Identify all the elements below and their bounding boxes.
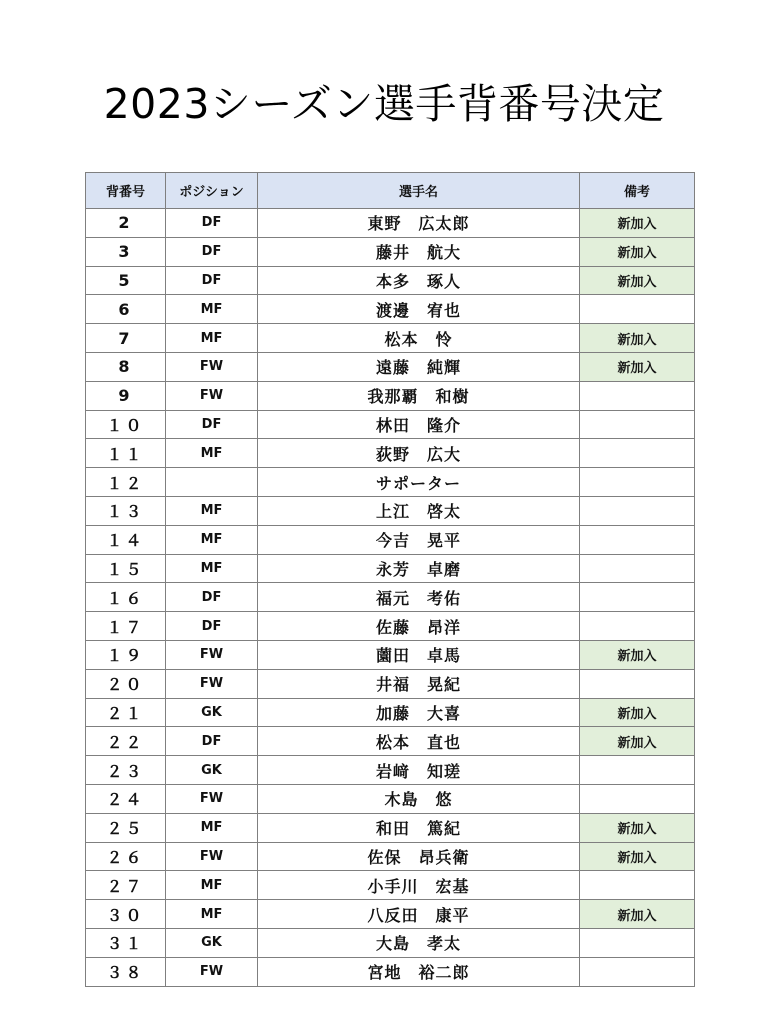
cell-number: １５ bbox=[86, 554, 166, 583]
table-row bbox=[86, 928, 695, 957]
cell-player-name: 大島 孝太 bbox=[258, 928, 580, 957]
cell-player-name: 加藤 大喜 bbox=[258, 698, 580, 727]
cell-remarks bbox=[580, 669, 695, 698]
cell-player-name: 藤井 航大 bbox=[258, 237, 580, 266]
cell-number: ２３ bbox=[86, 756, 166, 785]
cell-player-name: 小手川 宏基 bbox=[258, 871, 580, 900]
cell-player-name: 井福 晃紀 bbox=[258, 669, 580, 698]
cell-number: 8 bbox=[86, 352, 166, 381]
table-row bbox=[86, 266, 695, 295]
cell-number: ２６ bbox=[86, 842, 166, 871]
cell-position: FW bbox=[166, 842, 258, 871]
cell-player-name: 林田 隆介 bbox=[258, 410, 580, 439]
cell-player-name: 永芳 卓磨 bbox=[258, 554, 580, 583]
table-row bbox=[86, 612, 695, 641]
header-player-name: 選手名 bbox=[258, 173, 580, 209]
cell-remarks bbox=[580, 496, 695, 525]
cell-player-name: 渡邊 宥也 bbox=[258, 295, 580, 324]
table-row bbox=[86, 439, 695, 468]
cell-player-name: 我那覇 和樹 bbox=[258, 381, 580, 410]
cell-remarks bbox=[580, 928, 695, 957]
cell-remarks: 新加入 bbox=[580, 324, 695, 353]
cell-position: GK bbox=[166, 698, 258, 727]
cell-position: GK bbox=[166, 928, 258, 957]
cell-remarks: 新加入 bbox=[580, 698, 695, 727]
cell-position: MF bbox=[166, 871, 258, 900]
table-row bbox=[86, 410, 695, 439]
cell-player-name: 東野 広太郎 bbox=[258, 209, 580, 238]
table-row bbox=[86, 900, 695, 929]
table-row bbox=[86, 698, 695, 727]
cell-player-name: 佐藤 昂洋 bbox=[258, 612, 580, 641]
table-row bbox=[86, 871, 695, 900]
cell-position: FW bbox=[166, 640, 258, 669]
cell-position: FW bbox=[166, 784, 258, 813]
table-row bbox=[86, 727, 695, 756]
cell-remarks: 新加入 bbox=[580, 813, 695, 842]
cell-remarks bbox=[580, 583, 695, 612]
cell-number: １９ bbox=[86, 640, 166, 669]
table-row bbox=[86, 295, 695, 324]
cell-number: ２７ bbox=[86, 871, 166, 900]
cell-number: 7 bbox=[86, 324, 166, 353]
table-row bbox=[86, 813, 695, 842]
table-row bbox=[86, 583, 695, 612]
cell-remarks bbox=[580, 468, 695, 497]
cell-position: DF bbox=[166, 209, 258, 238]
cell-player-name: サポーター bbox=[258, 468, 580, 497]
cell-position: FW bbox=[166, 381, 258, 410]
cell-player-name: 木島 悠 bbox=[258, 784, 580, 813]
header-row bbox=[86, 173, 695, 209]
cell-position: MF bbox=[166, 324, 258, 353]
table-row bbox=[86, 324, 695, 353]
cell-number: ３８ bbox=[86, 957, 166, 986]
cell-position: MF bbox=[166, 496, 258, 525]
cell-player-name: 岩﨑 知瑳 bbox=[258, 756, 580, 785]
cell-remarks: 新加入 bbox=[580, 209, 695, 238]
cell-remarks bbox=[580, 756, 695, 785]
cell-remarks bbox=[580, 784, 695, 813]
cell-position: DF bbox=[166, 237, 258, 266]
cell-remarks bbox=[580, 410, 695, 439]
cell-position: MF bbox=[166, 439, 258, 468]
table-header bbox=[86, 173, 695, 209]
cell-number: １３ bbox=[86, 496, 166, 525]
cell-position: DF bbox=[166, 612, 258, 641]
header-remarks: 備考 bbox=[580, 173, 695, 209]
cell-number: ２４ bbox=[86, 784, 166, 813]
cell-player-name: 八反田 康平 bbox=[258, 900, 580, 929]
cell-remarks: 新加入 bbox=[580, 842, 695, 871]
cell-number: 9 bbox=[86, 381, 166, 410]
cell-number: 6 bbox=[86, 295, 166, 324]
cell-position: DF bbox=[166, 727, 258, 756]
cell-remarks bbox=[580, 295, 695, 324]
cell-remarks: 新加入 bbox=[580, 900, 695, 929]
table-row bbox=[86, 468, 695, 497]
header-number: 背番号 bbox=[86, 173, 166, 209]
cell-position bbox=[166, 468, 258, 497]
cell-remarks bbox=[580, 957, 695, 986]
table-row bbox=[86, 784, 695, 813]
cell-player-name: 佐保 昂兵衛 bbox=[258, 842, 580, 871]
cell-player-name: 今吉 晃平 bbox=[258, 525, 580, 554]
table-row bbox=[86, 209, 695, 238]
cell-position: MF bbox=[166, 813, 258, 842]
cell-number: 5 bbox=[86, 266, 166, 295]
cell-position: FW bbox=[166, 352, 258, 381]
cell-number: 3 bbox=[86, 237, 166, 266]
cell-number: ２２ bbox=[86, 727, 166, 756]
table-row bbox=[86, 554, 695, 583]
cell-remarks: 新加入 bbox=[580, 237, 695, 266]
cell-number: １６ bbox=[86, 583, 166, 612]
cell-player-name: 松本 直也 bbox=[258, 727, 580, 756]
table-row bbox=[86, 842, 695, 871]
table-row bbox=[86, 496, 695, 525]
cell-remarks bbox=[580, 612, 695, 641]
cell-remarks: 新加入 bbox=[580, 727, 695, 756]
roster-table bbox=[85, 172, 695, 987]
cell-number: ２１ bbox=[86, 698, 166, 727]
table-row bbox=[86, 640, 695, 669]
table-row bbox=[86, 756, 695, 785]
table-row bbox=[86, 352, 695, 381]
table-row bbox=[86, 237, 695, 266]
cell-position: DF bbox=[166, 410, 258, 439]
table-body bbox=[86, 209, 695, 987]
cell-remarks bbox=[580, 439, 695, 468]
cell-player-name: 本多 琢人 bbox=[258, 266, 580, 295]
cell-number: 2 bbox=[86, 209, 166, 238]
cell-remarks bbox=[580, 381, 695, 410]
cell-number: １２ bbox=[86, 468, 166, 497]
cell-player-name: 松本 怜 bbox=[258, 324, 580, 353]
cell-number: １７ bbox=[86, 612, 166, 641]
cell-position: FW bbox=[166, 957, 258, 986]
cell-number: ３０ bbox=[86, 900, 166, 929]
cell-remarks: 新加入 bbox=[580, 266, 695, 295]
cell-remarks: 新加入 bbox=[580, 352, 695, 381]
cell-remarks bbox=[580, 554, 695, 583]
cell-player-name: 薗田 卓馬 bbox=[258, 640, 580, 669]
cell-position: MF bbox=[166, 900, 258, 929]
table-row bbox=[86, 525, 695, 554]
cell-position: MF bbox=[166, 554, 258, 583]
header-position: ポジション bbox=[166, 173, 258, 209]
cell-remarks: 新加入 bbox=[580, 640, 695, 669]
page-title: 2023シーズン選手背番号決定 bbox=[103, 80, 665, 128]
cell-position: DF bbox=[166, 583, 258, 612]
cell-player-name: 遠藤 純輝 bbox=[258, 352, 580, 381]
cell-remarks bbox=[580, 871, 695, 900]
cell-position: GK bbox=[166, 756, 258, 785]
cell-player-name: 上江 啓太 bbox=[258, 496, 580, 525]
cell-number: ３１ bbox=[86, 928, 166, 957]
table-row bbox=[86, 669, 695, 698]
table-row bbox=[86, 381, 695, 410]
cell-position: DF bbox=[166, 266, 258, 295]
cell-player-name: 和田 篤紀 bbox=[258, 813, 580, 842]
cell-number: ２５ bbox=[86, 813, 166, 842]
cell-remarks bbox=[580, 525, 695, 554]
cell-player-name: 荻野 広大 bbox=[258, 439, 580, 468]
cell-player-name: 福元 考佑 bbox=[258, 583, 580, 612]
cell-number: ２０ bbox=[86, 669, 166, 698]
cell-number: １４ bbox=[86, 525, 166, 554]
table-row bbox=[86, 957, 695, 986]
cell-player-name: 宮地 裕二郎 bbox=[258, 957, 580, 986]
cell-number: １０ bbox=[86, 410, 166, 439]
cell-position: MF bbox=[166, 295, 258, 324]
cell-number: １１ bbox=[86, 439, 166, 468]
cell-position: FW bbox=[166, 669, 258, 698]
cell-position: MF bbox=[166, 525, 258, 554]
